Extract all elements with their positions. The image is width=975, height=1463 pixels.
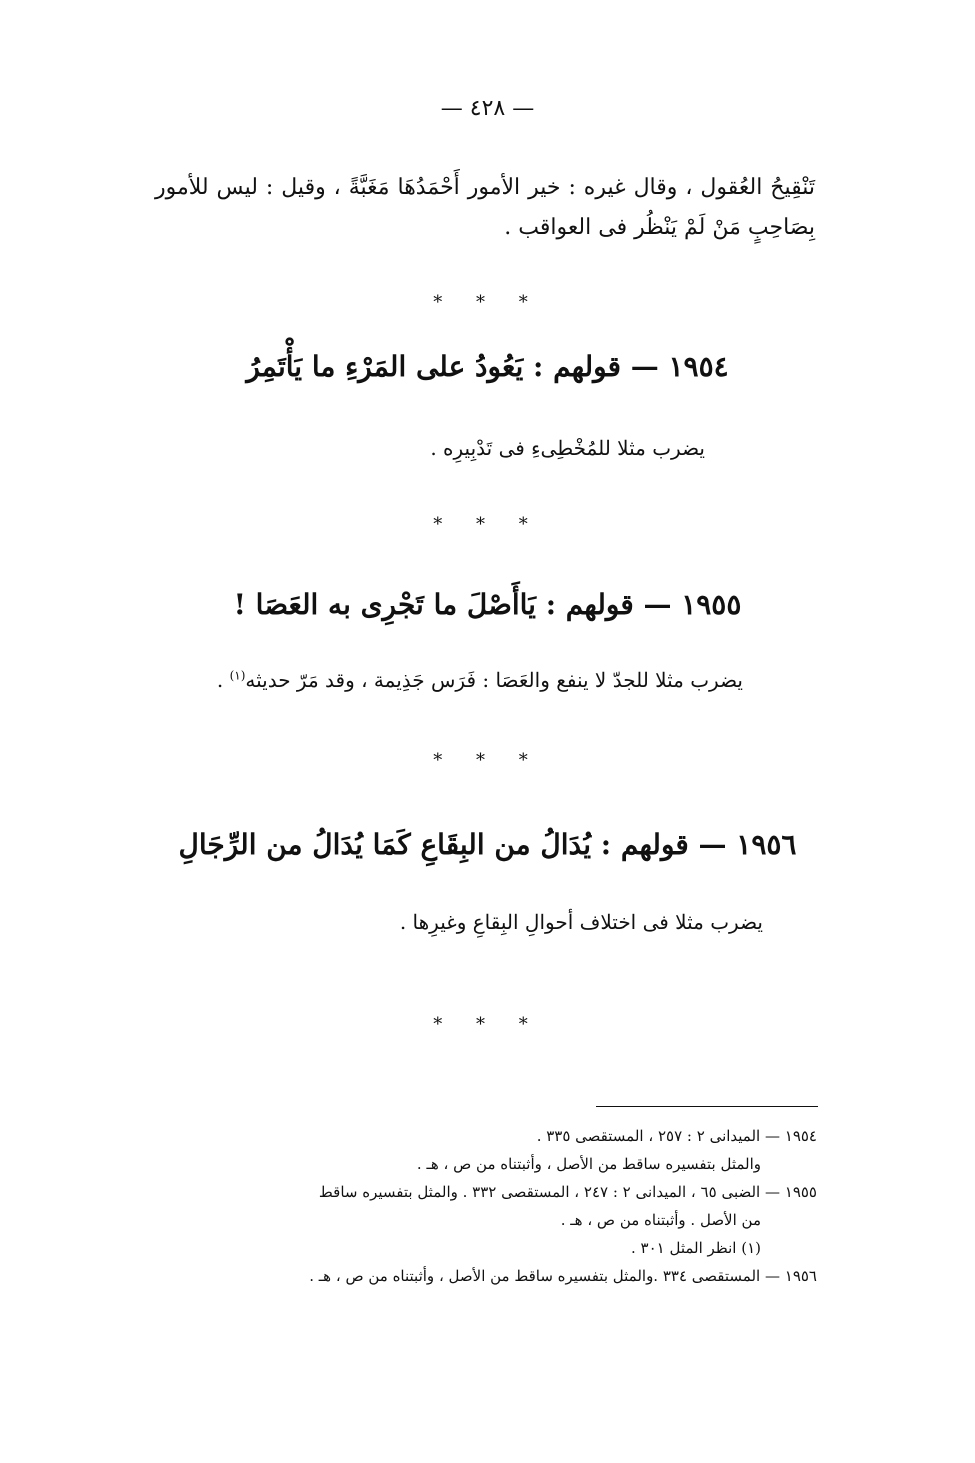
proverb-text: يضرب مثلا للمُخْطِىءِ فى تَدْبِيرِه . — [430, 436, 705, 460]
footnote-line: والمثل بتفسيره ساقط من الأصل ، وأثبتناه من ص ، هـ . — [416, 1155, 761, 1173]
final-period: . — [216, 668, 230, 692]
footnote-line: ١٩٥٦ — المستقصى ٣٣٤ .والمثل بتفسيره ساقط من الأصل ، وأثبتناه من ص ، هـ . — [309, 1267, 817, 1285]
proverb-title: ١٩٥٥ — قولهم : يَاأَصْلَ ما تَجْرِى به العَصَا ! — [233, 588, 742, 621]
footnotes — [155, 1122, 817, 1290]
proverb-text-body: يضرب مثلا للجدّ لا ينفع والعَصَا : فَرَس جَذِيمة ، وقد مَرّ حديثه — [245, 668, 743, 692]
proverb-entry — [0, 350, 975, 383]
footnote-line: ١٩٥٤ — الميدانى ٢ : ٢٥٧ ، المستقصى ٣٣٥ . — [536, 1127, 817, 1145]
footnote-mark: (١) — [229, 668, 246, 683]
page-number: — ٤٢٨ — — [440, 96, 535, 121]
separator-stars: * * * — [433, 292, 542, 313]
footnote-line: ١٩٥٥ — الضبى ٦٥ ، الميدانى ٢ : ٢٤٧ ، المستقصى ٣٣٢ . والمثل بتفسيره ساقط — [318, 1183, 817, 1201]
footnote-line: من الأصل . وأثبتناه من ص ، هـ . — [560, 1211, 761, 1229]
proverb-text — [217, 668, 743, 692]
footnote-divider — [596, 1106, 818, 1107]
proverb-text: يضرب مثلا فى اختلاف أحوالِ البِقاعِ وغيرِها . — [399, 910, 763, 934]
separator-stars: * * * — [433, 514, 542, 535]
separator-stars: * * * — [433, 750, 542, 771]
separator-stars: * * * — [433, 1014, 542, 1035]
proverb-entry — [0, 828, 975, 861]
proverb-title: ١٩٥٦ — قولهم : يُدَالُ من البِقَاعِ كَمَا يُدَالُ من الرِّجَالِ — [178, 828, 797, 861]
proverb-title: ١٩٥٤ — قولهم : يَعُودُ على المَرْءِ ما يَأْتَمِرُ — [246, 350, 729, 383]
intro-paragraph: تَنْقِيحُ العُقول ، وقال غيره : خير الأمور أَحْمَدُهَا مَغَبَّةً ، وقيل : ليس للأمور بِصَاحِبٍ مَنْ لَمْ يَنْظُر فى العواقب . — [155, 175, 815, 240]
footnote-line: (١) انظر المثل ٣٠١ . — [630, 1239, 761, 1257]
proverb-entry — [0, 588, 975, 621]
